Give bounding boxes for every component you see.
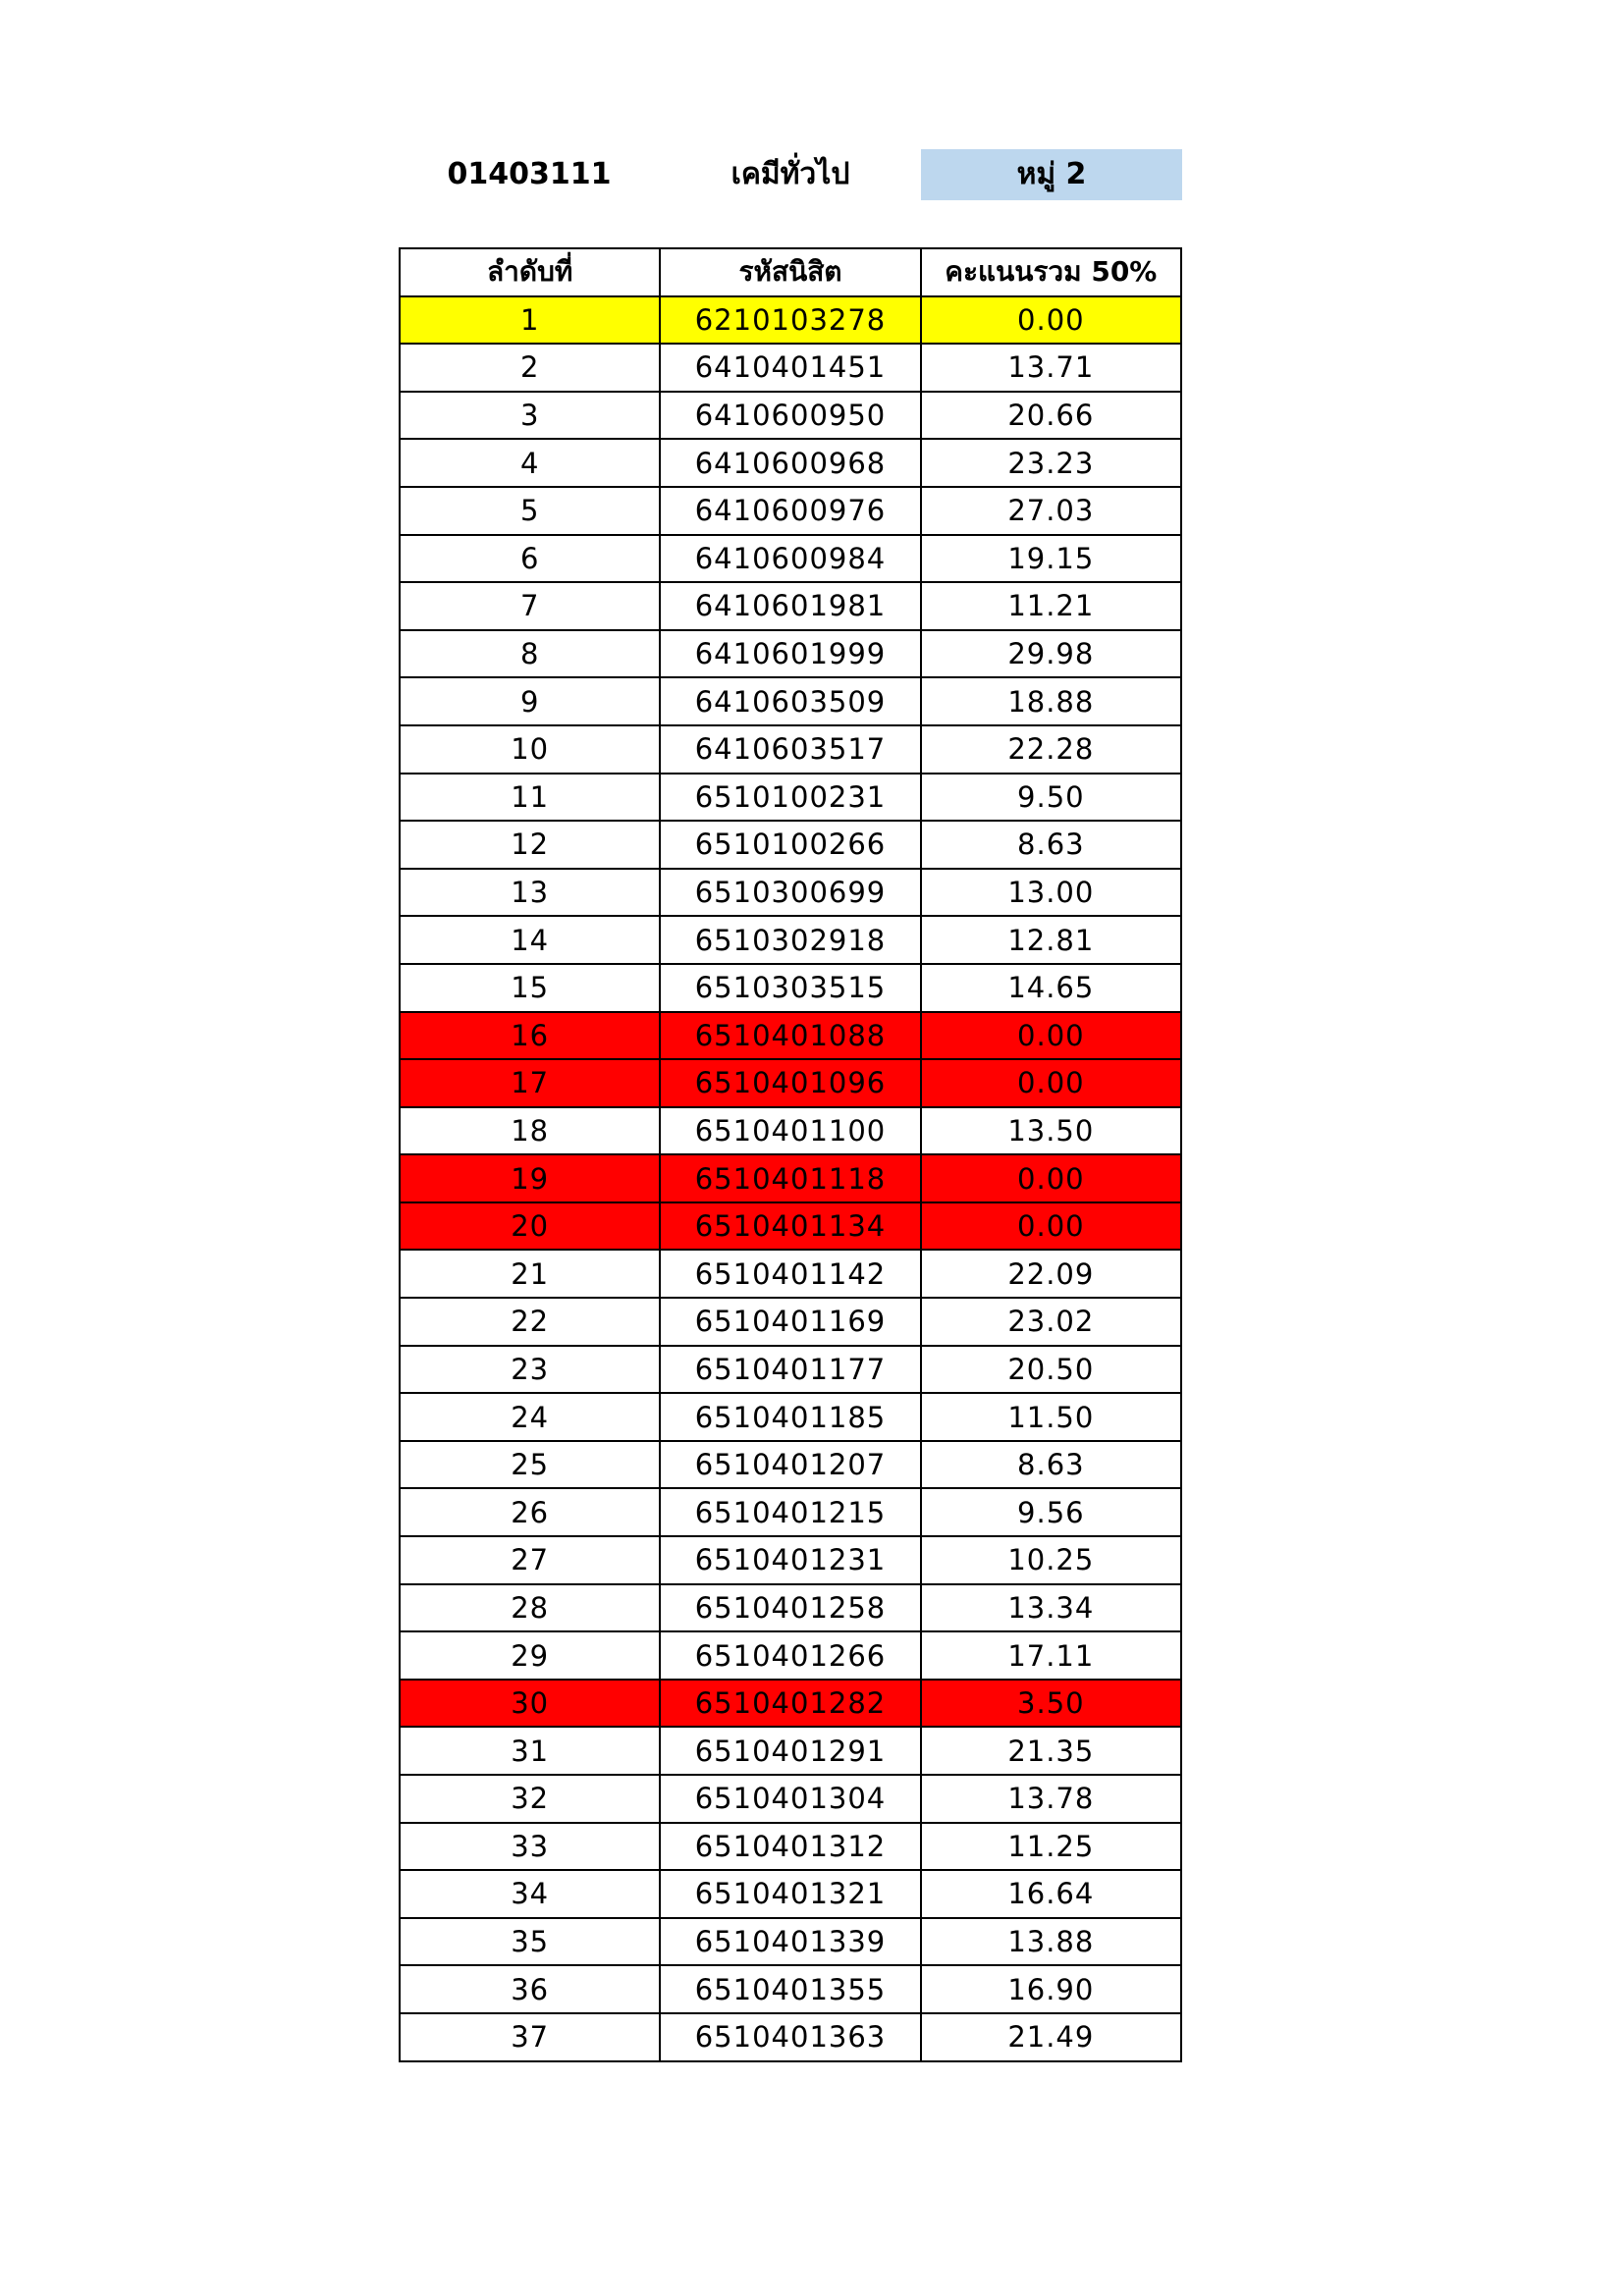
student-id-cell: 6510401282 — [660, 1680, 920, 1728]
student-id-cell: 6510401134 — [660, 1202, 920, 1251]
student-id-cell: 6510401118 — [660, 1154, 920, 1202]
score-cell: 19.15 — [921, 535, 1181, 583]
score-cell: 11.25 — [921, 1823, 1181, 1871]
row-number-cell: 26 — [400, 1488, 660, 1536]
row-number-cell: 4 — [400, 439, 660, 487]
row-number-cell: 30 — [400, 1680, 660, 1728]
table-row — [400, 1202, 1181, 1251]
student-id-cell: 6510300699 — [660, 869, 920, 917]
score-cell: 11.21 — [921, 582, 1181, 630]
student-id-cell: 6510401231 — [660, 1536, 920, 1584]
table-row — [400, 392, 1181, 440]
table-row — [400, 2013, 1181, 2061]
score-cell: 8.63 — [921, 1441, 1181, 1489]
score-cell: 29.98 — [921, 630, 1181, 678]
student-id-cell: 6410601999 — [660, 630, 920, 678]
score-cell: 16.90 — [921, 1965, 1181, 2013]
row-number-cell: 10 — [400, 725, 660, 774]
row-number-cell: 9 — [400, 677, 660, 725]
student-id-cell: 6510401177 — [660, 1346, 920, 1394]
table-row — [400, 869, 1181, 917]
column-header-score: คะแนนรวม 50% — [921, 248, 1181, 296]
table-row — [400, 582, 1181, 630]
table-row — [400, 1918, 1181, 1966]
row-number-cell: 22 — [400, 1298, 660, 1346]
table-row — [400, 1870, 1181, 1918]
row-number-cell: 11 — [400, 774, 660, 822]
table-row — [400, 1631, 1181, 1680]
score-cell: 11.50 — [921, 1393, 1181, 1441]
row-number-cell: 2 — [400, 344, 660, 392]
student-id-cell: 6510401215 — [660, 1488, 920, 1536]
score-cell: 20.66 — [921, 392, 1181, 440]
score-cell: 0.00 — [921, 1202, 1181, 1251]
row-number-cell: 25 — [400, 1441, 660, 1489]
student-id-cell: 6410603509 — [660, 677, 920, 725]
table-row — [400, 1584, 1181, 1632]
table-row — [400, 296, 1181, 345]
score-cell: 0.00 — [921, 296, 1181, 345]
row-number-cell: 18 — [400, 1107, 660, 1155]
row-number-cell: 33 — [400, 1823, 660, 1871]
table-row — [400, 1965, 1181, 2013]
row-number-cell: 20 — [400, 1202, 660, 1251]
score-cell: 0.00 — [921, 1059, 1181, 1107]
table-row — [400, 821, 1181, 869]
score-cell: 16.64 — [921, 1870, 1181, 1918]
score-cell: 9.56 — [921, 1488, 1181, 1536]
column-header-student-id: รหัสนิสิต — [660, 248, 920, 296]
student-id-cell: 6510100266 — [660, 821, 920, 869]
row-number-cell: 1 — [400, 296, 660, 345]
score-cell: 23.23 — [921, 439, 1181, 487]
score-cell: 22.09 — [921, 1250, 1181, 1298]
row-number-cell: 17 — [400, 1059, 660, 1107]
student-id-cell: 6210103278 — [660, 296, 920, 345]
table-row — [400, 1823, 1181, 1871]
row-number-cell: 16 — [400, 1012, 660, 1060]
row-number-cell: 19 — [400, 1154, 660, 1202]
score-cell: 13.34 — [921, 1584, 1181, 1632]
student-id-cell: 6410600968 — [660, 439, 920, 487]
score-cell: 12.81 — [921, 916, 1181, 964]
table-row — [400, 1488, 1181, 1536]
score-cell: 0.00 — [921, 1154, 1181, 1202]
student-id-cell: 6410600984 — [660, 535, 920, 583]
table-row — [400, 1250, 1181, 1298]
score-cell: 21.35 — [921, 1727, 1181, 1775]
student-id-cell: 6510401304 — [660, 1775, 920, 1823]
score-cell: 10.25 — [921, 1536, 1181, 1584]
table-row — [400, 916, 1181, 964]
score-cell: 13.00 — [921, 869, 1181, 917]
table-row — [400, 1536, 1181, 1584]
score-cell: 17.11 — [921, 1631, 1181, 1680]
score-cell: 18.88 — [921, 677, 1181, 725]
student-id-cell: 6510401258 — [660, 1584, 920, 1632]
row-number-cell: 36 — [400, 1965, 660, 2013]
student-id-cell: 6510401100 — [660, 1107, 920, 1155]
student-id-cell: 6510401185 — [660, 1393, 920, 1441]
student-id-cell: 6510401088 — [660, 1012, 920, 1060]
table-row — [400, 1107, 1181, 1155]
document-header — [0, 149, 1623, 200]
student-id-cell: 6410603517 — [660, 725, 920, 774]
student-id-cell: 6410600950 — [660, 392, 920, 440]
row-number-cell: 37 — [400, 2013, 660, 2061]
course-code: 01403111 — [447, 157, 612, 191]
table-header-row — [400, 248, 1181, 296]
table-row — [400, 344, 1181, 392]
student-id-cell: 6510401321 — [660, 1870, 920, 1918]
score-cell: 9.50 — [921, 774, 1181, 822]
student-id-cell: 6510401339 — [660, 1918, 920, 1966]
score-cell: 13.71 — [921, 344, 1181, 392]
score-cell: 13.78 — [921, 1775, 1181, 1823]
student-id-cell: 6510303515 — [660, 964, 920, 1012]
row-number-cell: 8 — [400, 630, 660, 678]
student-id-cell: 6510401355 — [660, 1965, 920, 2013]
table-row — [400, 677, 1181, 725]
table-body — [400, 296, 1181, 2061]
row-number-cell: 24 — [400, 1393, 660, 1441]
table-row — [400, 1775, 1181, 1823]
table-row — [400, 487, 1181, 535]
score-cell: 23.02 — [921, 1298, 1181, 1346]
column-header-number: ลำดับที่ — [400, 248, 660, 296]
table-row — [400, 774, 1181, 822]
row-number-cell: 34 — [400, 1870, 660, 1918]
row-number-cell: 6 — [400, 535, 660, 583]
student-id-cell: 6510401096 — [660, 1059, 920, 1107]
score-cell: 22.28 — [921, 725, 1181, 774]
student-id-cell: 6510401266 — [660, 1631, 920, 1680]
student-id-cell: 6410401451 — [660, 344, 920, 392]
row-number-cell: 5 — [400, 487, 660, 535]
student-id-cell: 6410600976 — [660, 487, 920, 535]
row-number-cell: 3 — [400, 392, 660, 440]
score-cell: 13.88 — [921, 1918, 1181, 1966]
row-number-cell: 28 — [400, 1584, 660, 1632]
course-name: เคมีทั่วไป — [730, 157, 850, 191]
student-id-cell: 6510401207 — [660, 1441, 920, 1489]
student-id-cell: 6510401169 — [660, 1298, 920, 1346]
table-row — [400, 1393, 1181, 1441]
table-row — [400, 725, 1181, 774]
table-row — [400, 1441, 1181, 1489]
row-number-cell: 13 — [400, 869, 660, 917]
student-id-cell: 6510302918 — [660, 916, 920, 964]
row-number-cell: 31 — [400, 1727, 660, 1775]
row-number-cell: 35 — [400, 1918, 660, 1966]
table-header — [400, 248, 1181, 296]
table-row — [400, 1727, 1181, 1775]
score-cell: 8.63 — [921, 821, 1181, 869]
group-label: หมู่ 2 — [921, 149, 1182, 200]
table-row — [400, 1298, 1181, 1346]
score-cell: 13.50 — [921, 1107, 1181, 1155]
row-number-cell: 27 — [400, 1536, 660, 1584]
score-cell: 21.49 — [921, 2013, 1181, 2061]
table-row — [400, 439, 1181, 487]
student-id-cell: 6510401363 — [660, 2013, 920, 2061]
row-number-cell: 7 — [400, 582, 660, 630]
score-cell: 0.00 — [921, 1012, 1181, 1060]
row-number-cell: 21 — [400, 1250, 660, 1298]
table-row — [400, 1154, 1181, 1202]
student-id-cell: 6510401142 — [660, 1250, 920, 1298]
table-row — [400, 1680, 1181, 1728]
table-row — [400, 630, 1181, 678]
student-id-cell: 6510401312 — [660, 1823, 920, 1871]
row-number-cell: 29 — [400, 1631, 660, 1680]
row-number-cell: 32 — [400, 1775, 660, 1823]
score-table — [399, 247, 1182, 2062]
student-id-cell: 6410601981 — [660, 582, 920, 630]
student-id-cell: 6510100231 — [660, 774, 920, 822]
score-cell: 3.50 — [921, 1680, 1181, 1728]
row-number-cell: 12 — [400, 821, 660, 869]
row-number-cell: 23 — [400, 1346, 660, 1394]
student-id-cell: 6510401291 — [660, 1727, 920, 1775]
score-cell: 27.03 — [921, 487, 1181, 535]
table-row — [400, 1012, 1181, 1060]
score-cell: 20.50 — [921, 1346, 1181, 1394]
table-row — [400, 535, 1181, 583]
table-row — [400, 1059, 1181, 1107]
row-number-cell: 14 — [400, 916, 660, 964]
table-row — [400, 1346, 1181, 1394]
table-row — [400, 964, 1181, 1012]
row-number-cell: 15 — [400, 964, 660, 1012]
score-cell: 14.65 — [921, 964, 1181, 1012]
